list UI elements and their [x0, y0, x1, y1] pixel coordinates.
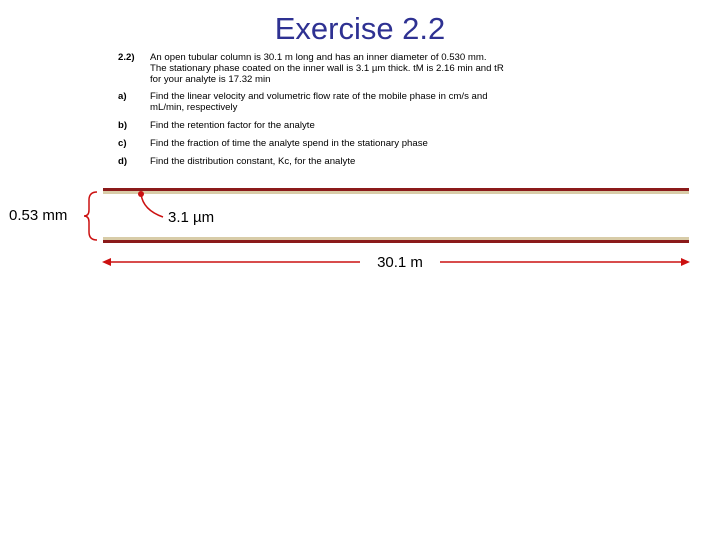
column-length-label: 30.1 m [360, 254, 440, 272]
part-line: Find the fraction of time the analyte spend in the stationary phase [150, 138, 428, 150]
part-letter: c) [118, 138, 127, 150]
part-letter: d) [118, 156, 128, 168]
part-line: Find the linear velocity and volumetric flow rate of the mobile phase in cm/s and [150, 90, 488, 102]
length-arrow-left-head [102, 258, 111, 266]
part-letter: b) [118, 120, 128, 132]
column-top-wall [103, 188, 689, 191]
part-line: mL/min, respectively [150, 101, 238, 113]
problem-number: 2.2) [118, 52, 135, 63]
part-letter: a) [118, 90, 127, 102]
part-line: Find the retention factor for the analyte [150, 120, 315, 132]
film-pointer-line [141, 194, 163, 217]
slide-title: Exercise 2.2 [274, 11, 446, 46]
film-thickness-label: 3.1 µm [168, 209, 215, 226]
statement-line: The stationary phase coated on the inner wall is 3.1 µm thick. tM is 2.16 min and tR [150, 63, 504, 75]
length-arrow-right-head [681, 258, 690, 266]
inner-diameter-label: 0.53 mm [9, 207, 68, 224]
column-bottom-wall [103, 240, 689, 243]
statement-line: An open tubular column is 30.1 m long and has an inner diameter of 0.530 mm. [150, 52, 487, 63]
part-line: Find the distribution constant, Kc, for the analyte [150, 156, 356, 168]
column-bottom-film [103, 237, 689, 240]
statement-line: for your analyte is 17.32 min [150, 74, 271, 86]
column-top-film [103, 191, 689, 194]
diameter-brace [84, 192, 97, 240]
